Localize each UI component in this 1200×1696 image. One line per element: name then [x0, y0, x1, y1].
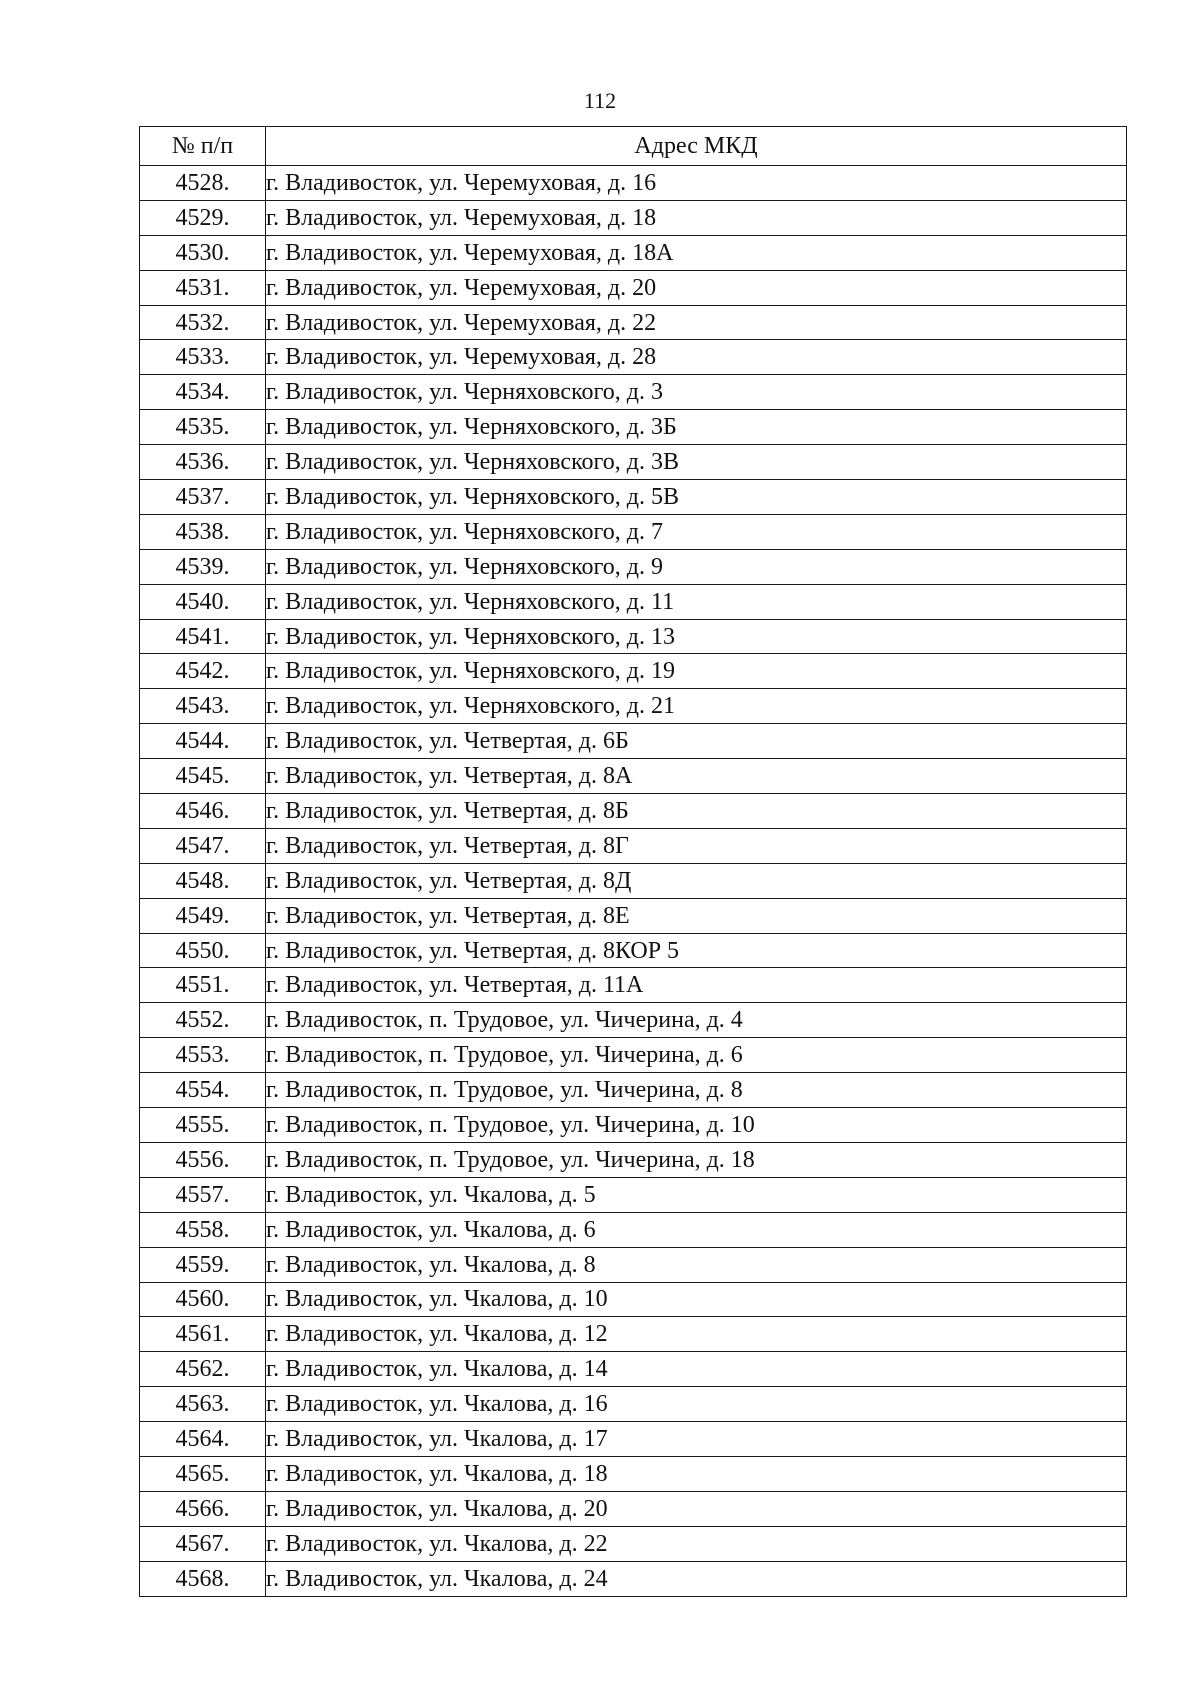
- address-cell: г. Владивосток, п. Трудовое, ул. Чичерина, д. 6: [266, 1038, 1127, 1073]
- address-cell: г. Владивосток, ул. Черемуховая, д. 16: [266, 166, 1127, 201]
- address-cell: г. Владивосток, п. Трудовое, ул. Чичерина, д. 10: [266, 1108, 1127, 1143]
- row-number-cell: 4531.: [140, 270, 266, 305]
- address-cell: г. Владивосток, ул. Четвертая, д. 8Б: [266, 794, 1127, 829]
- row-number-cell: 4532.: [140, 305, 266, 340]
- table-row: [140, 1108, 1127, 1143]
- address-cell: г. Владивосток, ул. Четвертая, д. 8Д: [266, 863, 1127, 898]
- header-row: [140, 127, 1127, 166]
- address-cell: г. Владивосток, ул. Черемуховая, д. 18: [266, 200, 1127, 235]
- row-number-cell: 4544.: [140, 724, 266, 759]
- row-number-cell: 4554.: [140, 1073, 266, 1108]
- table-row: [140, 235, 1127, 270]
- table-row: [140, 968, 1127, 1003]
- table-row: [140, 898, 1127, 933]
- address-cell: г. Владивосток, ул. Черняховского, д. 11: [266, 584, 1127, 619]
- table-row: [140, 863, 1127, 898]
- table-row: [140, 1561, 1127, 1596]
- row-number-cell: 4529.: [140, 200, 266, 235]
- address-cell: г. Владивосток, ул. Черемуховая, д. 20: [266, 270, 1127, 305]
- address-cell: г. Владивосток, п. Трудовое, ул. Чичерина, д. 4: [266, 1003, 1127, 1038]
- row-number-cell: 4551.: [140, 968, 266, 1003]
- table-row: [140, 1177, 1127, 1212]
- table-row: [140, 1282, 1127, 1317]
- address-cell: г. Владивосток, п. Трудовое, ул. Чичерина, д. 8: [266, 1073, 1127, 1108]
- address-cell: г. Владивосток, ул. Черняховского, д. 5В: [266, 480, 1127, 515]
- row-number-cell: 4530.: [140, 235, 266, 270]
- row-number-cell: 4565.: [140, 1456, 266, 1491]
- address-cell: г. Владивосток, ул. Черемуховая, д. 22: [266, 305, 1127, 340]
- table-row: [140, 759, 1127, 794]
- table-header: [140, 127, 1127, 166]
- address-cell: г. Владивосток, ул. Чкалова, д. 6: [266, 1212, 1127, 1247]
- row-number-cell: 4556.: [140, 1142, 266, 1177]
- address-cell: г. Владивосток, ул. Чкалова, д. 12: [266, 1317, 1127, 1352]
- table-row: [140, 270, 1127, 305]
- table-row: [140, 1038, 1127, 1073]
- row-number-cell: 4528.: [140, 166, 266, 201]
- row-number-cell: 4537.: [140, 480, 266, 515]
- column-header-number: № п/п: [140, 127, 266, 166]
- row-number-cell: 4547.: [140, 828, 266, 863]
- address-cell: г. Владивосток, ул. Чкалова, д. 20: [266, 1491, 1127, 1526]
- table-row: [140, 654, 1127, 689]
- address-cell: г. Владивосток, ул. Чкалова, д. 18: [266, 1456, 1127, 1491]
- table-row: [140, 1352, 1127, 1387]
- table-row: [140, 1387, 1127, 1422]
- row-number-cell: 4550.: [140, 933, 266, 968]
- table-row: [140, 1247, 1127, 1282]
- row-number-cell: 4568.: [140, 1561, 266, 1596]
- table-row: [140, 1526, 1127, 1561]
- row-number-cell: 4555.: [140, 1108, 266, 1143]
- row-number-cell: 4560.: [140, 1282, 266, 1317]
- table-row: [140, 933, 1127, 968]
- table-row: [140, 1212, 1127, 1247]
- row-number-cell: 4543.: [140, 689, 266, 724]
- table-row: [140, 1003, 1127, 1038]
- address-cell: г. Владивосток, ул. Черняховского, д. 3: [266, 375, 1127, 410]
- address-cell: г. Владивосток, ул. Чкалова, д. 16: [266, 1387, 1127, 1422]
- address-cell: г. Владивосток, ул. Чкалова, д. 5: [266, 1177, 1127, 1212]
- table-row: [140, 410, 1127, 445]
- table-row: [140, 340, 1127, 375]
- row-number-cell: 4566.: [140, 1491, 266, 1526]
- address-table: [139, 126, 1127, 1597]
- table-row: [140, 514, 1127, 549]
- row-number-cell: 4558.: [140, 1212, 266, 1247]
- table-row: [140, 724, 1127, 759]
- address-cell: г. Владивосток, ул. Чкалова, д. 10: [266, 1282, 1127, 1317]
- table-row: [140, 305, 1127, 340]
- row-number-cell: 4548.: [140, 863, 266, 898]
- address-cell: г. Владивосток, ул. Черняховского, д. 3В: [266, 445, 1127, 480]
- table-row: [140, 480, 1127, 515]
- table-row: [140, 200, 1127, 235]
- row-number-cell: 4559.: [140, 1247, 266, 1282]
- table-row: [140, 1491, 1127, 1526]
- table-row: [140, 166, 1127, 201]
- address-cell: г. Владивосток, ул. Четвертая, д. 6Б: [266, 724, 1127, 759]
- table-row: [140, 1422, 1127, 1457]
- table-row: [140, 689, 1127, 724]
- address-cell: г. Владивосток, ул. Черемуховая, д. 28: [266, 340, 1127, 375]
- address-cell: г. Владивосток, ул. Чкалова, д. 17: [266, 1422, 1127, 1457]
- address-cell: г. Владивосток, ул. Четвертая, д. 11А: [266, 968, 1127, 1003]
- row-number-cell: 4546.: [140, 794, 266, 829]
- row-number-cell: 4553.: [140, 1038, 266, 1073]
- row-number-cell: 4552.: [140, 1003, 266, 1038]
- table-row: [140, 828, 1127, 863]
- row-number-cell: 4545.: [140, 759, 266, 794]
- row-number-cell: 4538.: [140, 514, 266, 549]
- row-number-cell: 4541.: [140, 619, 266, 654]
- row-number-cell: 4557.: [140, 1177, 266, 1212]
- address-cell: г. Владивосток, ул. Чкалова, д. 22: [266, 1526, 1127, 1561]
- row-number-cell: 4561.: [140, 1317, 266, 1352]
- row-number-cell: 4534.: [140, 375, 266, 410]
- row-number-cell: 4533.: [140, 340, 266, 375]
- address-cell: г. Владивосток, ул. Четвертая, д. 8Г: [266, 828, 1127, 863]
- address-cell: г. Владивосток, ул. Черняховского, д. 9: [266, 549, 1127, 584]
- table-row: [140, 619, 1127, 654]
- table-row: [140, 794, 1127, 829]
- table-row: [140, 584, 1127, 619]
- address-cell: г. Владивосток, ул. Четвертая, д. 8КОР 5: [266, 933, 1127, 968]
- row-number-cell: 4539.: [140, 549, 266, 584]
- row-number-cell: 4563.: [140, 1387, 266, 1422]
- row-number-cell: 4540.: [140, 584, 266, 619]
- address-cell: г. Владивосток, ул. Чкалова, д. 24: [266, 1561, 1127, 1596]
- table-body: [140, 166, 1127, 1597]
- row-number-cell: 4564.: [140, 1422, 266, 1457]
- page-number: 112: [583, 88, 617, 113]
- table-row: [140, 375, 1127, 410]
- address-cell: г. Владивосток, ул. Четвертая, д. 8А: [266, 759, 1127, 794]
- table-row: [140, 445, 1127, 480]
- row-number-cell: 4562.: [140, 1352, 266, 1387]
- row-number-cell: 4535.: [140, 410, 266, 445]
- address-cell: г. Владивосток, ул. Чкалова, д. 14: [266, 1352, 1127, 1387]
- address-cell: г. Владивосток, ул. Чкалова, д. 8: [266, 1247, 1127, 1282]
- table-row: [140, 1073, 1127, 1108]
- address-cell: г. Владивосток, ул. Черняховского, д. 7: [266, 514, 1127, 549]
- row-number-cell: 4542.: [140, 654, 266, 689]
- address-cell: г. Владивосток, п. Трудовое, ул. Чичерина, д. 18: [266, 1142, 1127, 1177]
- table-row: [140, 1142, 1127, 1177]
- column-header-address: Адрес МКД: [266, 127, 1127, 166]
- address-cell: г. Владивосток, ул. Черняховского, д. 3Б: [266, 410, 1127, 445]
- row-number-cell: 4567.: [140, 1526, 266, 1561]
- table-row: [140, 1317, 1127, 1352]
- row-number-cell: 4536.: [140, 445, 266, 480]
- table-row: [140, 549, 1127, 584]
- address-cell: г. Владивосток, ул. Черняховского, д. 21: [266, 689, 1127, 724]
- address-cell: г. Владивосток, ул. Четвертая, д. 8Е: [266, 898, 1127, 933]
- address-cell: г. Владивосток, ул. Черняховского, д. 13: [266, 619, 1127, 654]
- table-row: [140, 1456, 1127, 1491]
- address-cell: г. Владивосток, ул. Черемуховая, д. 18А: [266, 235, 1127, 270]
- row-number-cell: 4549.: [140, 898, 266, 933]
- address-cell: г. Владивосток, ул. Черняховского, д. 19: [266, 654, 1127, 689]
